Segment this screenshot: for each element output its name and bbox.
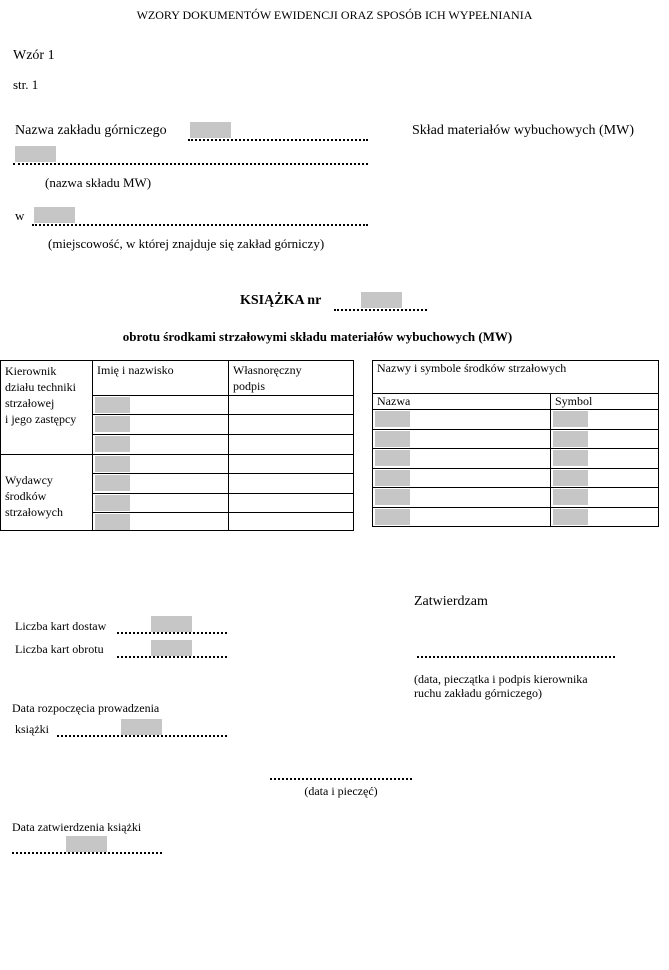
start-date-field[interactable]	[121, 719, 162, 735]
book-subtitle: obrotu środkami strzałowymi składu materiałów wybuchowych (MW)	[122, 329, 513, 344]
page-number: str. 1	[13, 77, 39, 92]
material-name-field[interactable]	[375, 411, 410, 427]
mine-name-line	[188, 139, 368, 141]
issuer-name-field[interactable]	[95, 495, 130, 511]
book-number-line	[334, 309, 427, 311]
approval-date-label: Data zatwierdzenia książki	[12, 820, 142, 834]
materials-col-name: Nazwa	[377, 394, 411, 408]
book-subtitle-wrap	[0, 329, 635, 345]
date-stamp-line	[270, 778, 412, 780]
start-date-label-2: książki	[15, 722, 49, 736]
in-label: w	[15, 208, 25, 223]
start-date-label-1: Data rozpoczęcia prowadzenia	[12, 701, 160, 715]
group-label-issuers: Wydawcy środków strzałowych	[5, 473, 63, 519]
delivery-cards-field[interactable]	[151, 616, 192, 632]
material-symbol-field[interactable]	[553, 431, 588, 447]
page-header	[0, 8, 669, 23]
group-label-managers: Kierownik działu techniki strzałowej i jego zastępcy	[5, 364, 77, 426]
book-number-field[interactable]	[361, 292, 402, 308]
turnover-cards-field[interactable]	[151, 640, 192, 656]
issuer-name-field[interactable]	[95, 456, 130, 472]
location-line	[32, 224, 368, 226]
material-name-field[interactable]	[375, 509, 410, 525]
col-name-header: Imię i nazwisko	[97, 363, 174, 377]
material-symbol-field[interactable]	[553, 509, 588, 525]
start-date-line	[57, 735, 227, 737]
delivery-cards-label: Liczba kart dostaw	[15, 619, 107, 633]
material-name-field[interactable]	[375, 431, 410, 447]
material-name-field[interactable]	[375, 450, 410, 466]
form-number: Wzór 1	[13, 48, 55, 63]
mine-name-field[interactable]	[190, 122, 231, 138]
turnover-cards-label: Liczba kart obrotu	[15, 642, 104, 656]
store-name-line	[13, 163, 368, 165]
col-sign-header-2: podpis	[233, 379, 266, 393]
material-symbol-field[interactable]	[553, 411, 588, 427]
material-symbol-field[interactable]	[553, 489, 588, 505]
approver-caption: (data, pieczątka i podpis kierownika ruchu zakładu górniczego)	[414, 672, 588, 700]
manager-name-field[interactable]	[95, 416, 130, 432]
mine-name-label: Nazwa zakładu górniczego	[15, 123, 167, 138]
manager-name-field[interactable]	[95, 436, 130, 452]
material-name-field[interactable]	[375, 489, 410, 505]
approval-date-line	[12, 852, 162, 854]
approver-signature-line	[417, 656, 615, 658]
store-name-field[interactable]	[15, 146, 56, 162]
store-name-caption: (nazwa składu MW)	[45, 175, 152, 190]
delivery-cards-line	[117, 632, 227, 634]
book-title: KSIĄŻKA nr	[240, 293, 322, 308]
issuer-name-field[interactable]	[95, 514, 130, 530]
approval-date-field[interactable]	[66, 836, 107, 852]
material-name-field[interactable]	[375, 470, 410, 486]
date-stamp-caption-wrap	[270, 784, 412, 799]
issuer-name-field[interactable]	[95, 475, 130, 491]
manager-name-field[interactable]	[95, 397, 130, 413]
materials-col-symbol: Symbol	[555, 394, 593, 408]
header-title: WZORY DOKUMENTÓW EWIDENCJI ORAZ SPOSÓB ICH WYPEŁNIANIA	[136, 8, 533, 22]
approve-label: Zatwierdzam	[414, 594, 488, 609]
materials-title: Nazwy i symbole środków strzałowych	[377, 361, 567, 375]
date-stamp-caption: (data i pieczęć)	[304, 784, 378, 798]
store-label: Skład materiałów wybuchowych (MW)	[412, 123, 634, 138]
location-caption: (miejscowość, w której znajduje się zakład górniczy)	[48, 236, 325, 251]
material-symbol-field[interactable]	[553, 450, 588, 466]
location-field[interactable]	[34, 207, 75, 223]
col-sign-header-1: Własnoręczny	[233, 363, 302, 377]
material-symbol-field[interactable]	[553, 470, 588, 486]
turnover-cards-line	[117, 656, 227, 658]
